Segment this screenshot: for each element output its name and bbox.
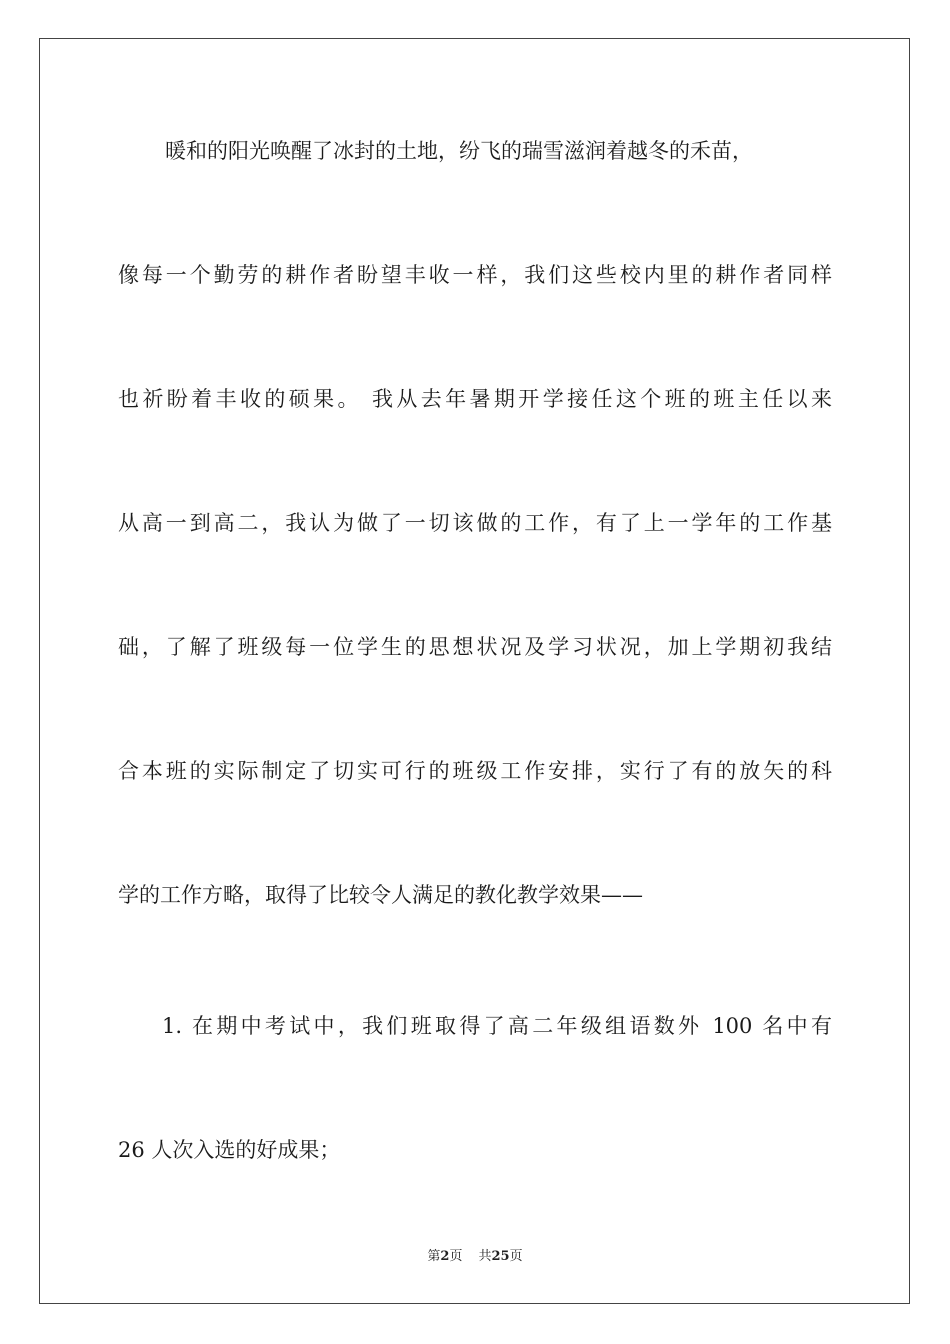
page-suffix: 页: [449, 1249, 463, 1264]
total-prefix: 共: [478, 1249, 492, 1264]
total-pages: 25: [491, 1249, 510, 1264]
text-line-9: 26 人次入选的好成果；: [118, 1138, 341, 1162]
text-line-7: 学的工作方略，取得了比较令人满足的教化教学效果——: [118, 883, 643, 907]
text-line-8: 1. 在期中考试中，我们班取得了高二年级组语数外 100 名中有: [162, 1014, 832, 1038]
text-line-6: 合本班的实际制定了切实可行的班级工作安排，实行了有的放矢的科: [118, 759, 832, 783]
text-line-1: 暖和的阳光唤醒了冰封的土地，纷飞的瑞雪滋润着越冬的禾苗，: [165, 139, 753, 163]
page-number: 2: [440, 1249, 450, 1264]
page-border: [39, 38, 910, 1304]
page-prefix: 第: [427, 1249, 441, 1264]
page-footer: [0, 1248, 950, 1266]
text-line-2: 像每一个勤劳的耕作者盼望丰收一样，我们这些校内里的耕作者同样: [118, 263, 832, 287]
text-line-3: 也祈盼着丰收的硕果。 我从去年暑期开学接任这个班的班主任以来: [118, 387, 832, 411]
total-suffix: 页: [509, 1249, 523, 1264]
text-line-5: 础，了解了班级每一位学生的思想状况及学习状况，加上学期初我结: [118, 635, 832, 659]
text-line-4: 从高一到高二，我认为做了一切该做的工作，有了上一学年的工作基: [118, 511, 832, 535]
